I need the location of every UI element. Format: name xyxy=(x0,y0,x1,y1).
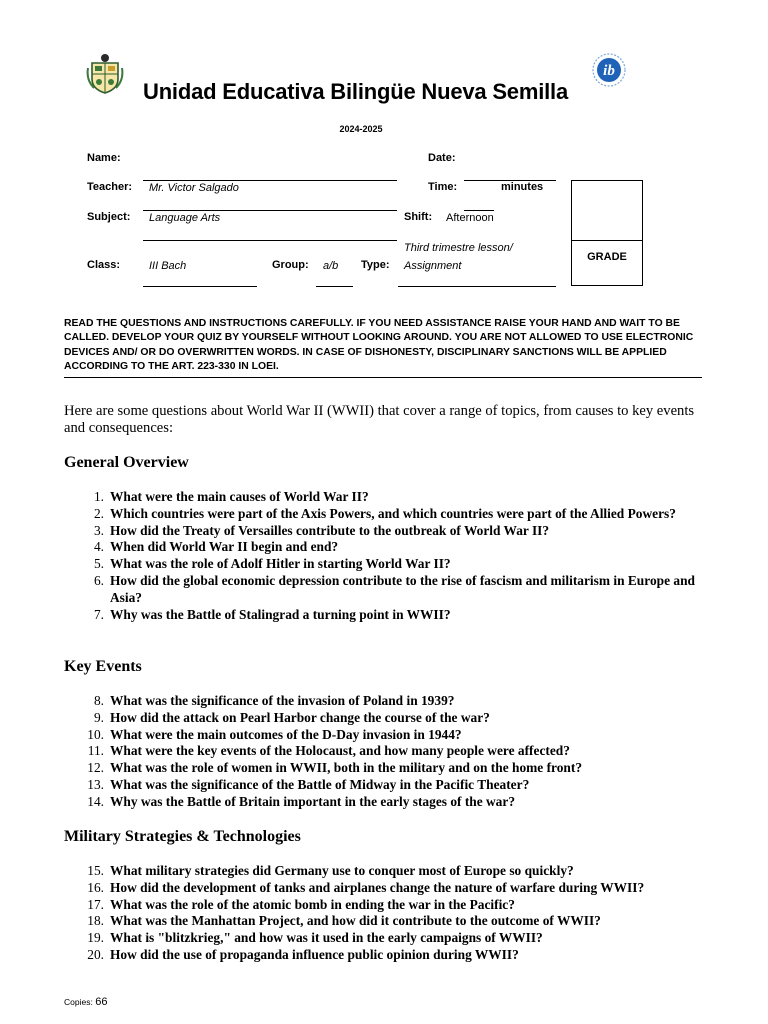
question-text: What is "blitzkrieg," and how was it used in the early campaigns of WWII? xyxy=(110,930,543,946)
group-value: a/b xyxy=(323,260,339,272)
question-number: 2. xyxy=(93,505,104,521)
question-text: What were the main outcomes of the D-Day invasion in 1944? xyxy=(110,726,462,742)
instructions-divider xyxy=(64,377,702,378)
question-item xyxy=(64,930,704,947)
instructions: READ THE QUESTIONS AND INSTRUCTIONS CAREFULLY. IF YOU NEED ASSISTANCE RAISE YOUR HAND AND WAIT TO BE CALLED. DEVELOP YOUR QUIZ BY YOURSELF WITHOUT LOOKING AROUND. YOU ARE NOT ALLOWED TO USE ELECTRONIC DEVICES AND/ OR DO OVERWRITTEN WORDS. IN CASE OF DISHONESTY, DISCIPLINARY SANCTIONS WILL BE APPLIED ACCORDING TO THE ART. 223-330 IN LOEI. xyxy=(64,318,694,372)
grade-box-divider xyxy=(572,240,642,241)
copies-label: Copies: xyxy=(64,997,93,1007)
question-number: 7. xyxy=(93,606,104,622)
section-title-military-strategies: Military Strategies & Technologies xyxy=(64,828,301,845)
question-item xyxy=(64,863,704,880)
date-label: Date: xyxy=(428,152,456,164)
time-field-line[interactable] xyxy=(464,210,494,211)
section-title-general-overview: General Overview xyxy=(64,454,189,471)
copies-value: 66 xyxy=(95,996,108,1008)
question-item xyxy=(64,897,704,914)
name-field-line[interactable] xyxy=(143,180,397,181)
ib-logo-letter: ib xyxy=(603,63,615,79)
question-text: How did the global economic depression contribute to the rise of fascism and militarism in Europe and Asia? xyxy=(110,572,695,605)
question-item xyxy=(64,794,704,811)
question-text: What was the role of women in WWII, both in the military and on the home front? xyxy=(110,760,583,776)
question-list-military-strategies xyxy=(64,863,704,964)
type-value-line1: Third trimestre lesson/ xyxy=(404,242,513,254)
question-item xyxy=(64,727,704,744)
question-text: What was the role of Adolf Hitler in starting World War II? xyxy=(110,556,451,572)
copies-count xyxy=(64,996,107,1008)
question-text: What was the role of the atomic bomb in ending the war in the Pacific? xyxy=(110,896,515,912)
question-number: 3. xyxy=(93,522,104,538)
question-item xyxy=(64,556,704,573)
school-crest-icon xyxy=(86,52,124,94)
question-item xyxy=(64,710,704,727)
question-item xyxy=(64,523,704,540)
section-title-key-events: Key Events xyxy=(64,658,142,675)
subject-value: Language Arts xyxy=(149,212,221,224)
question-number: 18. xyxy=(87,913,104,929)
question-text: Which countries were part of the Axis Powers, and which countries were part of the Allied Powers? xyxy=(110,505,676,521)
teacher-value: Mr. Victor Salgado xyxy=(149,182,239,194)
question-number: 17. xyxy=(87,896,104,912)
question-item xyxy=(64,506,704,523)
question-number: 11. xyxy=(87,743,104,759)
question-text: What were the key events of the Holocaust, and how many people were affected? xyxy=(110,743,570,759)
class-label: Class: xyxy=(87,259,121,271)
type-value-line2: Assignment xyxy=(404,260,462,272)
question-number: 14. xyxy=(87,793,104,809)
question-item xyxy=(64,539,704,556)
question-number: 16. xyxy=(87,879,104,895)
school-name: Unidad Educativa Bilingüe Nueva Semilla xyxy=(143,79,568,104)
question-list-key-events xyxy=(64,693,704,811)
question-number: 1. xyxy=(93,489,104,504)
teacher-label: Teacher: xyxy=(87,181,133,193)
question-number: 8. xyxy=(93,693,104,708)
class-value: III Bach xyxy=(149,260,187,272)
question-item xyxy=(64,777,704,794)
question-item xyxy=(64,489,704,506)
question-number: 12. xyxy=(87,760,104,776)
question-text: When did World War II begin and end? xyxy=(110,539,339,555)
ib-logo-icon xyxy=(590,52,628,88)
subject-label: Subject: xyxy=(87,211,131,223)
question-item xyxy=(64,607,704,624)
question-number: 13. xyxy=(87,776,104,792)
question-item xyxy=(64,743,704,760)
question-item xyxy=(64,947,704,964)
question-number: 5. xyxy=(93,556,104,572)
question-number: 9. xyxy=(93,709,104,725)
question-list-general-overview xyxy=(64,489,704,623)
question-number: 20. xyxy=(87,946,104,962)
question-number: 10. xyxy=(87,726,104,742)
group-field-line xyxy=(316,286,353,287)
school-year: 2024-2025 xyxy=(339,124,383,134)
time-label: Time: xyxy=(428,181,458,193)
question-item xyxy=(64,573,704,607)
grade-label: GRADE xyxy=(587,251,627,263)
question-text: What was the significance of the invasion of Poland in 1939? xyxy=(110,693,455,708)
question-text: How did the use of propaganda influence public opinion during WWII? xyxy=(110,946,519,962)
question-number: 15. xyxy=(87,863,104,878)
question-text: How did the attack on Pearl Harbor change the course of the war? xyxy=(110,709,490,725)
question-number: 4. xyxy=(93,539,104,555)
question-text: What military strategies did Germany use to conquer most of Europe so quickly? xyxy=(110,863,574,878)
question-number: 19. xyxy=(87,930,104,946)
class-field-line xyxy=(143,286,257,287)
question-text: Why was the Battle of Stalingrad a turning point in WWII? xyxy=(110,606,451,622)
question-item xyxy=(64,693,704,710)
shift-value: Afternoon xyxy=(446,212,494,224)
question-item xyxy=(64,913,704,930)
name-label: Name: xyxy=(87,152,121,164)
teacher-field-line xyxy=(143,210,397,211)
question-item xyxy=(64,880,704,897)
group-label: Group: xyxy=(272,259,309,271)
question-text: How did the development of tanks and airplanes change the nature of warfare during WWII? xyxy=(110,879,645,895)
subject-field-line xyxy=(143,240,397,241)
intro-paragraph: Here are some questions about World War II (WWII) that cover a range of topics, from causes to key events and consequences: xyxy=(64,403,695,436)
question-text: How did the Treaty of Versailles contribute to the outbreak of World War II? xyxy=(110,522,550,538)
question-item xyxy=(64,760,704,777)
minutes-label: minutes xyxy=(501,181,544,193)
question-number: 6. xyxy=(93,572,104,588)
question-text: What were the main causes of World War II? xyxy=(110,489,369,504)
shift-label: Shift: xyxy=(404,211,433,223)
question-text: Why was the Battle of Britain important in the early stages of the war? xyxy=(110,793,516,809)
type-field-line xyxy=(398,286,556,287)
grade-box[interactable] xyxy=(571,180,643,286)
question-text: What was the Manhattan Project, and how did it contribute to the outcome of WWII? xyxy=(110,913,601,929)
type-label: Type: xyxy=(361,259,390,271)
question-text: What was the significance of the Battle of Midway in the Pacific Theater? xyxy=(110,776,530,792)
